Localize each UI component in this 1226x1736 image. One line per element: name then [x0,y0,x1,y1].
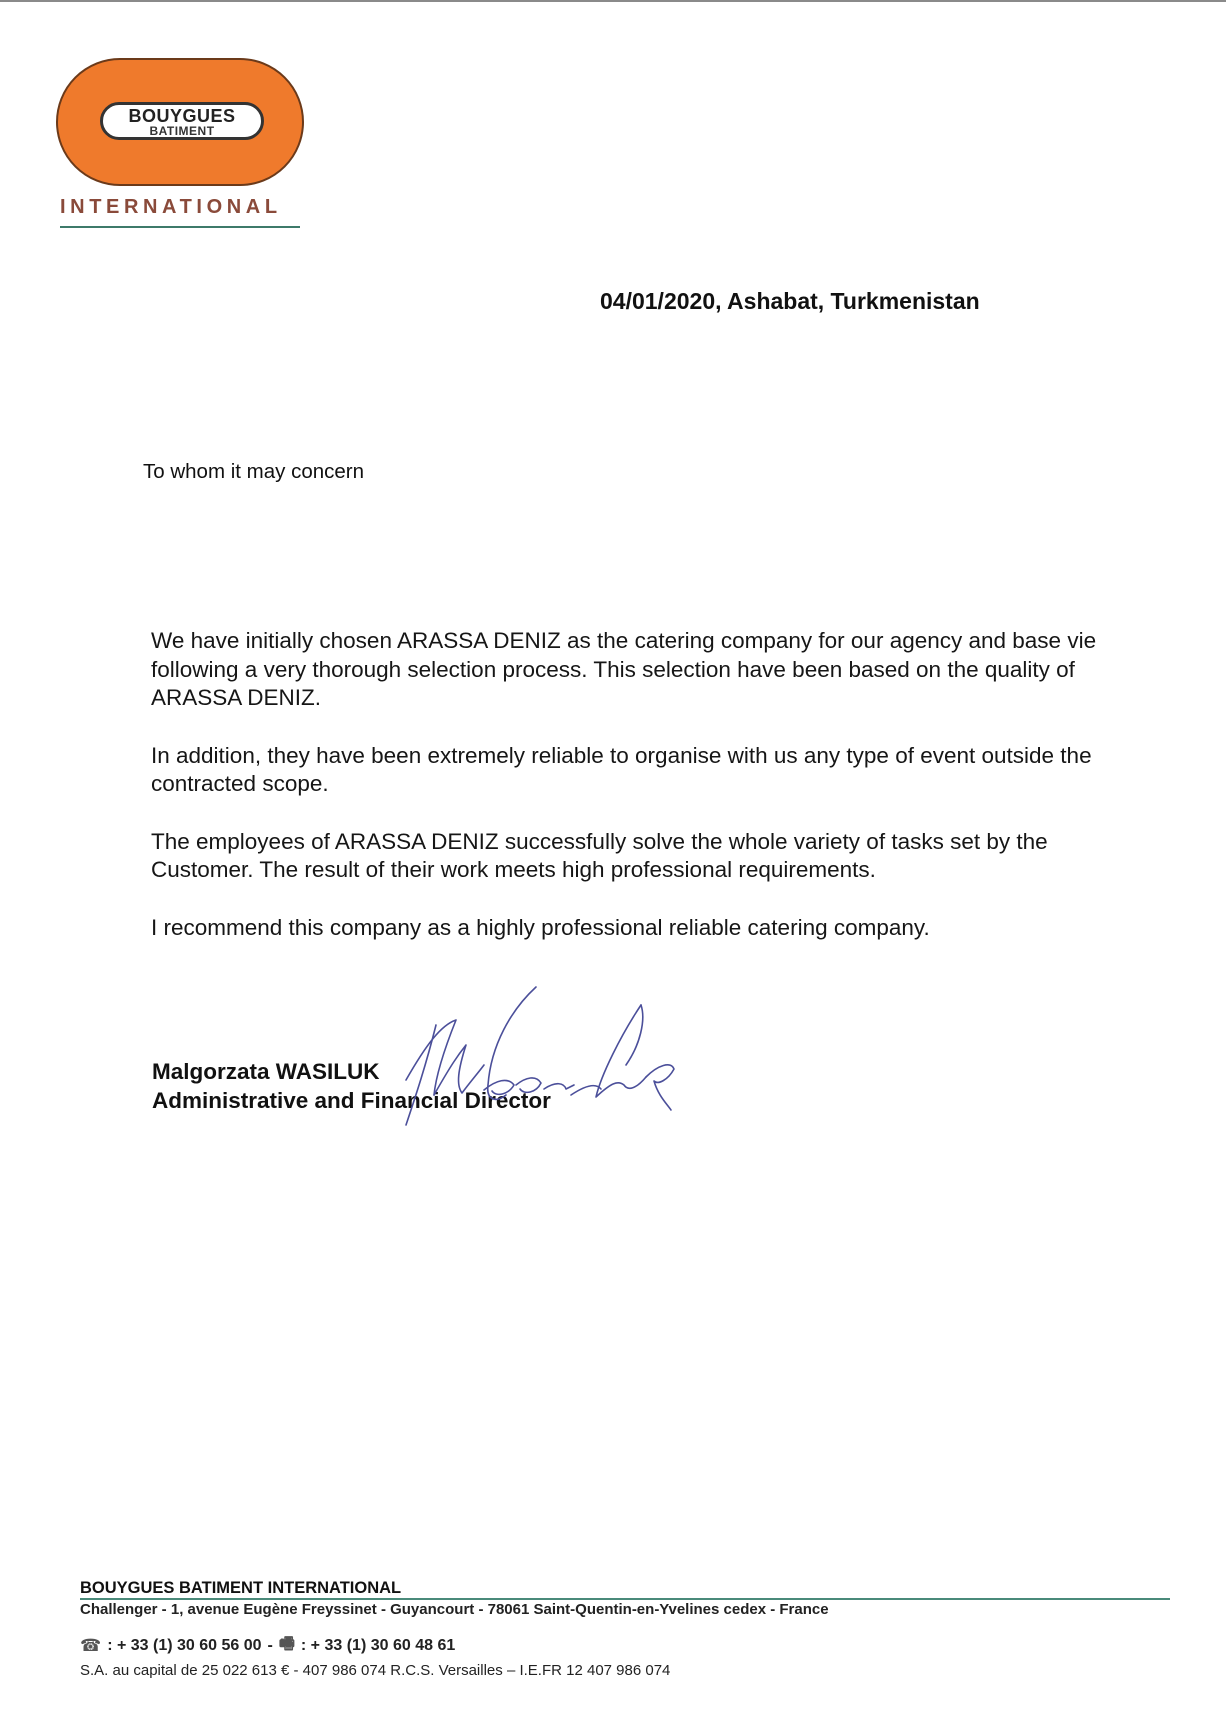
paragraph-1: We have initially chosen ARASSA DENIZ as the catering company for our agency and base vie following a very thorough selection process. This selection have been based on the quality of ARASSA DENIZ. [151,628,1097,710]
letter-body [151,627,1111,971]
top-border [0,0,1226,2]
logo-oval [56,58,304,186]
date-place: 04/01/2020, Ashabat, Turkmenistan [600,288,980,314]
footer-legal: S.A. au capital de 25 022 613 € - 407 986 074 R.C.S. Versailles – I.E.FR 12 407 986 074 [80,1662,671,1679]
telephone-icon: ☎ [80,1635,102,1655]
company-logo [56,58,304,230]
footer-company: BOUYGUES BATIMENT INTERNATIONAL [80,1579,402,1597]
signatory-name: Malgorzata WASILUK [152,1059,380,1084]
footer-fax: : + 33 (1) 30 60 48 61 [300,1636,456,1654]
logo-underline [60,226,300,228]
footer-separator: - [267,1636,273,1654]
paragraph-4: I recommend this company as a highly professional reliable catering company. [151,914,930,940]
handwritten-signature [396,985,716,1135]
logo-line2: BATIMENT [149,124,215,138]
fax-icon: 🖷 [278,1634,295,1653]
paragraph-2: In addition, they have been extremely reliable to organise with us any type of event outside the contracted scope. [151,742,1092,796]
footer-address: Challenger - 1, avenue Eugène Freyssinet - Guyancourt - 78061 Saint-Quentin-en-Yvelines cedex - France [80,1601,829,1618]
logo-badge [100,102,264,140]
footer-phone: : + 33 (1) 30 60 56 00 [107,1636,262,1654]
salutation: To whom it may concern [143,460,365,483]
footer-rule [80,1598,1170,1600]
paragraph-3: The employees of ARASSA DENIZ successfully solve the whole variety of tasks set by the Customer. The result of their work meets high professional requirements. [151,828,1048,882]
footer-contact [80,1631,455,1660]
signatory-title: Administrative and Financial Director [152,1088,551,1113]
logo-line1: BOUYGUES [128,106,236,126]
logo-subtitle: INTERNATIONAL [60,196,282,218]
